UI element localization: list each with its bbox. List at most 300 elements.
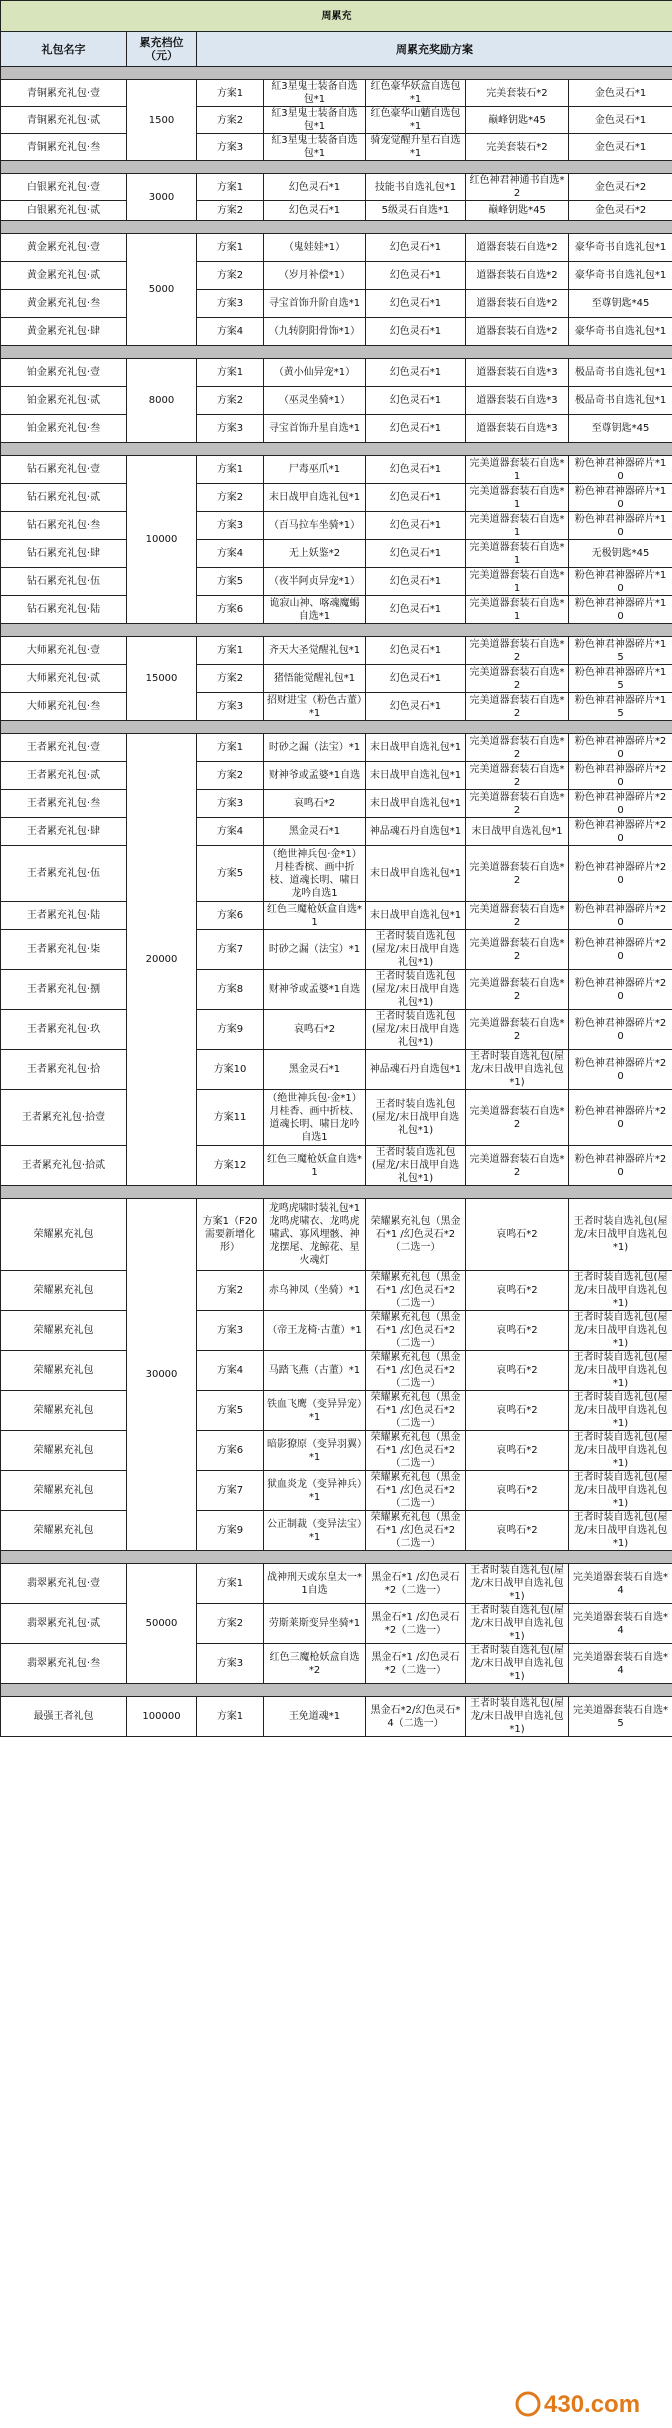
reward-item-cell: （巫灵坐骑*1） [264, 387, 366, 415]
reward-item-cell: 黑金石*1 /幻色灵石 *2（二选一） [366, 1644, 466, 1684]
table-row [1, 693, 672, 721]
reward-item-cell: 王者时装自选礼包(屋龙/末日战甲自选礼包*1) [366, 1010, 466, 1050]
table-row [1, 1391, 672, 1431]
reward-item-cell: 幻色灵石*1 [366, 596, 466, 624]
reward-item-cell: 哀鸣石*2 [466, 1271, 569, 1311]
reward-item-cell: 完美道器套装石自选*2 [466, 762, 569, 790]
tier-separator [1, 721, 672, 734]
plan-cell: 方案2 [197, 1604, 264, 1644]
threshold-cell: 100000 [127, 1697, 197, 1737]
gift-name-cell: 大师累充礼包·壹 [1, 637, 127, 665]
reward-item-cell: 金色灵石*2 [569, 201, 672, 221]
reward-item-cell: 王者时装自选礼包(屋龙/末日战甲自选礼包*1) [466, 1644, 569, 1684]
reward-item-cell: 粉色神君神器碎片*20 [569, 734, 672, 762]
reward-item-cell: 暗影獠原（变异羽翼）*1 [264, 1431, 366, 1471]
separator-cell [1, 1684, 672, 1697]
plan-cell: 方案2 [197, 1271, 264, 1311]
table-row [1, 1604, 672, 1644]
reward-item-cell: 王者时装自选礼包(屋龙/末日战甲自选礼包*1) [466, 1697, 569, 1737]
reward-item-cell: 完美道器套装石自选*2 [466, 790, 569, 818]
table-row [1, 1564, 672, 1604]
reward-item-cell: 巅峰钥匙*45 [466, 107, 569, 134]
reward-item-cell: 王者时装自选礼包(屋龙/末日战甲自选礼包*1) [569, 1351, 672, 1391]
reward-item-cell: 黑金石*1 /幻色灵石 *2（二选一） [366, 1564, 466, 1604]
reward-item-cell: 完美道器套装石自选*2 [466, 637, 569, 665]
plan-cell: 方案7 [197, 930, 264, 970]
reward-item-cell: 完美道器套装石自选*2 [466, 1146, 569, 1186]
gift-name-cell: 荣耀累充礼包 [1, 1511, 127, 1551]
reward-item-cell: 诡寂山神、喀魂魔蝎自选*1 [264, 596, 366, 624]
reward-item-cell: （九转阴阳骨饰*1） [264, 318, 366, 346]
plan-cell: 方案2 [197, 762, 264, 790]
reward-item-cell: 王者时装自选礼包(屋龙/末日战甲自选礼包*1) [366, 930, 466, 970]
gift-name-cell: 铂金累充礼包·壹 [1, 359, 127, 387]
reward-item-cell: 完美道器套装石自选*2 [466, 970, 569, 1010]
reward-item-cell: 哀鸣石*2 [466, 1199, 569, 1271]
plan-cell: 方案3 [197, 290, 264, 318]
reward-item-cell: （绝世神兵包·金*1）月桂香、画中折枝、道魂长明、啸日龙吟自选1 [264, 1090, 366, 1146]
table-row [1, 387, 672, 415]
gift-name-cell: 荣耀累充礼包 [1, 1351, 127, 1391]
reward-item-cell: 粉色神君神器碎片*20 [569, 1090, 672, 1146]
reward-item-cell: 粉色神君神器碎片*20 [569, 846, 672, 902]
reward-item-cell: 红色豪华妖盒自选包*1 [366, 80, 466, 107]
watermark-text: 430.com [544, 2391, 641, 2418]
gift-name-cell: 钻石累充礼包·叁 [1, 512, 127, 540]
reward-item-cell: 荣耀累充礼包（黑金石*1 /幻色灵石*2（二选一） [366, 1511, 466, 1551]
reward-item-cell: 财神爷或孟婆*1自选 [264, 762, 366, 790]
reward-item-cell: 幻色灵石*1 [366, 359, 466, 387]
gift-name-cell: 王者累充礼包·拾贰 [1, 1146, 127, 1186]
reward-item-cell: 王者时装自选礼包(屋龙/末日战甲自选礼包*1) [569, 1511, 672, 1551]
table-row [1, 1146, 672, 1186]
separator-cell [1, 221, 672, 234]
gift-name-cell: 黄金累充礼包·壹 [1, 234, 127, 262]
reward-item-cell: 末日战甲自选礼包*1 [366, 762, 466, 790]
reward-item-cell: （黄小仙异宠*1） [264, 359, 366, 387]
reward-item-cell: 王者时装自选礼包(屋龙/末日战甲自选礼包*1) [466, 1050, 569, 1090]
gift-name-cell: 王者累充礼包·陆 [1, 902, 127, 930]
reward-item-cell: 招财进宝（粉色古董）*1 [264, 693, 366, 721]
table-row [1, 1644, 672, 1684]
reward-item-cell: 至尊钥匙*45 [569, 290, 672, 318]
reward-item-cell: 红色三魔枪妖盒自选*1 [264, 1146, 366, 1186]
reward-item-cell: 哀鸣石*2 [466, 1351, 569, 1391]
reward-item-cell: 粉色神君神器碎片*10 [569, 512, 672, 540]
table-row [1, 568, 672, 596]
reward-item-cell: 极品奇书自选礼包*1 [569, 359, 672, 387]
plan-cell: 方案6 [197, 1431, 264, 1471]
tier-separator [1, 346, 672, 359]
reward-item-cell: （绝世神兵包·金*1）月桂香槟、画中折枝、道魂长明、啸日龙吟自选1 [264, 846, 366, 902]
reward-item-cell: 骑宠觉醒升星石自选*1 [366, 134, 466, 161]
plan-cell: 方案2 [197, 262, 264, 290]
reward-item-cell: 末日战甲自选礼包*1 [366, 902, 466, 930]
plan-cell: 方案4 [197, 1351, 264, 1391]
reward-item-cell: 时砂之漏（法宝）*1 [264, 930, 366, 970]
header-gift-name: 礼包名字 [1, 32, 127, 67]
table-row [1, 540, 672, 568]
table-row [1, 665, 672, 693]
plan-cell: 方案4 [197, 540, 264, 568]
reward-item-cell: 幻色灵石*1 [366, 693, 466, 721]
table-row [1, 1090, 672, 1146]
gift-name-cell: 王者累充礼包·玖 [1, 1010, 127, 1050]
reward-item-cell: 赤乌神凤（坐骑）*1 [264, 1271, 366, 1311]
reward-item-cell: 粉色神君神器碎片*20 [569, 1010, 672, 1050]
reward-item-cell: 幻色灵石*1 [366, 262, 466, 290]
reward-item-cell: 幻色灵石*1 [366, 568, 466, 596]
reward-item-cell: 狱血炎龙（变异神兵）*1 [264, 1471, 366, 1511]
reward-item-cell: 道器套装石自选*3 [466, 387, 569, 415]
reward-item-cell: 幻色灵石*1 [366, 540, 466, 568]
threshold-cell: 5000 [127, 234, 197, 346]
reward-item-cell: 完美道器套装石自选*1 [466, 456, 569, 484]
table-row [1, 1199, 672, 1271]
reward-item-cell: 荣耀累充礼包（黑金石*1 /幻色灵石*2（二选一） [366, 1311, 466, 1351]
reward-item-cell: 完美道器套装石自选*2 [466, 665, 569, 693]
plan-cell: 方案3 [197, 512, 264, 540]
plan-cell: 方案9 [197, 1010, 264, 1050]
plan-cell: 方案2 [197, 665, 264, 693]
reward-item-cell: （夜半阿贞异宠*1） [264, 568, 366, 596]
table-row [1, 134, 672, 161]
reward-item-cell: 齐天大圣觉醒礼包*1 [264, 637, 366, 665]
reward-item-cell: 荣耀累充礼包（黑金石*1 /幻色灵石*2（二选一） [366, 1471, 466, 1511]
reward-item-cell: 幻色灵石*1 [366, 290, 466, 318]
reward-item-cell: 神品魂石丹自选包*1 [366, 818, 466, 846]
site-logo-watermark [514, 2382, 664, 2422]
threshold-cell: 20000 [127, 734, 197, 1186]
reward-item-cell: 王者时装自选礼包(屋龙/末日战甲自选礼包*1) [569, 1311, 672, 1351]
reward-item-cell: 无上妖鉴*2 [264, 540, 366, 568]
reward-item-cell: 粉色神君神器碎片*15 [569, 693, 672, 721]
reward-item-cell: 无极钥匙*45 [569, 540, 672, 568]
reward-item-cell: 粉色神君神器碎片*20 [569, 902, 672, 930]
reward-item-cell: 幻色灵石*1 [264, 174, 366, 201]
plan-cell: 方案3 [197, 693, 264, 721]
reward-item-cell: 道器套装石自选*2 [466, 318, 569, 346]
threshold-cell: 15000 [127, 637, 197, 721]
plan-cell: 方案2 [197, 201, 264, 221]
table-row [1, 818, 672, 846]
reward-item-cell: 完美道器套装石自选*1 [466, 512, 569, 540]
table-row [1, 1471, 672, 1511]
plan-cell: 方案2 [197, 107, 264, 134]
gift-name-cell: 王者累充礼包·壹 [1, 734, 127, 762]
reward-item-cell: 幻色灵石*1 [366, 637, 466, 665]
table-row [1, 970, 672, 1010]
plan-cell: 方案1（F20需要新增化形） [197, 1199, 264, 1271]
reward-item-cell: 完美道器套装石自选*2 [466, 1010, 569, 1050]
reward-item-cell: 道器套装石自选*2 [466, 290, 569, 318]
threshold-cell: 8000 [127, 359, 197, 443]
reward-item-cell: 荣耀累充礼包（黑金石*1 /幻色灵石*2（二选一） [366, 1351, 466, 1391]
reward-item-cell: 铁血飞鹰（变异异宠）*1 [264, 1391, 366, 1431]
plan-cell: 方案1 [197, 174, 264, 201]
plan-cell: 方案5 [197, 846, 264, 902]
reward-item-cell: （百马拉车坐骑*1） [264, 512, 366, 540]
tier-separator [1, 624, 672, 637]
reward-item-cell: 完美套装石*2 [466, 80, 569, 107]
reward-item-cell: 完美道器套装石自选*2 [466, 902, 569, 930]
reward-item-cell: 王者时装自选礼包(屋龙/末日战甲自选礼包*1) [366, 1146, 466, 1186]
gift-name-cell: 王者累充礼包·肆 [1, 818, 127, 846]
reward-item-cell: 哀鸣石*2 [466, 1511, 569, 1551]
plan-cell: 方案3 [197, 134, 264, 161]
plan-cell: 方案4 [197, 318, 264, 346]
reward-item-cell: 完美道器套装石自选*2 [466, 930, 569, 970]
table-row [1, 456, 672, 484]
reward-item-cell: 公正制裁（变异法宝）*1 [264, 1511, 366, 1551]
reward-item-cell: 时砂之漏（法宝）*1 [264, 734, 366, 762]
reward-item-cell: 黑金石*1 /幻色灵石 *2（二选一） [366, 1604, 466, 1644]
table-row [1, 512, 672, 540]
header-threshold: 累充档位（元） [127, 32, 197, 67]
table-row [1, 262, 672, 290]
reward-item-cell: 金色灵石*1 [569, 107, 672, 134]
gift-name-cell: 青铜累充礼包·叁 [1, 134, 127, 161]
reward-item-cell: 哀鸣石*2 [264, 790, 366, 818]
separator-cell [1, 346, 672, 359]
reward-item-cell: 哀鸣石*2 [466, 1311, 569, 1351]
table-row [1, 234, 672, 262]
table-row [1, 1311, 672, 1351]
reward-item-cell: 完美道器套装石自选*1 [466, 568, 569, 596]
reward-item-cell: 粉色神君神器碎片*10 [569, 484, 672, 512]
reward-item-cell: 粉色神君神器碎片*20 [569, 1146, 672, 1186]
reward-item-cell: 荣耀累充礼包（黑金石*1 /幻色灵石*2（二选一） [366, 1431, 466, 1471]
reward-item-cell: 王者时装自选礼包(屋龙/末日战甲自选礼包*1) [569, 1199, 672, 1271]
reward-item-cell: （帝王龙椅·古董）*1 [264, 1311, 366, 1351]
reward-item-cell: 完美道器套装石自选*2 [466, 846, 569, 902]
reward-item-cell: 紅3星鬼士装备自选包*1 [264, 134, 366, 161]
reward-item-cell: 金色灵石*2 [569, 174, 672, 201]
threshold-cell: 30000 [127, 1199, 197, 1551]
table-row [1, 415, 672, 443]
gift-name-cell: 钻石累充礼包·伍 [1, 568, 127, 596]
reward-item-cell: 至尊钥匙*45 [569, 415, 672, 443]
gift-name-cell: 王者累充礼包·叁 [1, 790, 127, 818]
reward-item-cell: 豪华奇书自选礼包*1 [569, 234, 672, 262]
table-row [1, 1050, 672, 1090]
gift-name-cell: 王者累充礼包·贰 [1, 762, 127, 790]
separator-cell [1, 161, 672, 174]
reward-item-cell: 粉色神君神器碎片*10 [569, 456, 672, 484]
gift-name-cell: 钻石累充礼包·贰 [1, 484, 127, 512]
reward-item-cell: 完美道器套装石自选*2 [466, 693, 569, 721]
reward-item-cell: 粉色神君神器碎片*20 [569, 930, 672, 970]
gift-name-cell: 荣耀累充礼包 [1, 1199, 127, 1271]
plan-cell: 方案1 [197, 734, 264, 762]
reward-item-cell: 5级灵石自选*1 [366, 201, 466, 221]
reward-item-cell: 战神刑天或东皇太一*1自选 [264, 1564, 366, 1604]
gift-name-cell: 青铜累充礼包·壹 [1, 80, 127, 107]
plan-cell: 方案1 [197, 234, 264, 262]
reward-item-cell: 王者时装自选礼包(屋龙/末日战甲自选礼包*1) [569, 1391, 672, 1431]
reward-item-cell: 紅3星鬼士装备自选包*1 [264, 80, 366, 107]
tier-separator [1, 443, 672, 456]
reward-item-cell: 完美道器套装石自选*4 [569, 1564, 672, 1604]
reward-item-cell: 猪悟能觉醒礼包*1 [264, 665, 366, 693]
table-row [1, 1271, 672, 1311]
reward-item-cell: 王者时装自选礼包(屋龙/末日战甲自选礼包*1) [569, 1431, 672, 1471]
gift-name-cell: 最强王者礼包 [1, 1697, 127, 1737]
reward-item-cell: 完美道器套装石自选*5 [569, 1697, 672, 1737]
reward-item-cell: 末日战甲自选礼包*1 [366, 790, 466, 818]
threshold-cell: 3000 [127, 174, 197, 221]
table-row [1, 318, 672, 346]
reward-item-cell: 财神爷或孟婆*1自选 [264, 970, 366, 1010]
plan-cell: 方案1 [197, 1697, 264, 1737]
plan-cell: 方案3 [197, 1644, 264, 1684]
reward-item-cell: 金色灵石*1 [569, 80, 672, 107]
reward-item-cell: 幻色灵石*1 [366, 318, 466, 346]
reward-item-cell: 王者时装自选礼包(屋龙/末日战甲自选礼包*1) [366, 970, 466, 1010]
reward-item-cell: 粉色神君神器碎片*20 [569, 818, 672, 846]
table-title: 周累充 [1, 1, 672, 32]
gift-name-cell: 青铜累充礼包·贰 [1, 107, 127, 134]
reward-item-cell: 红色三魔枪妖盒自选*1 [264, 902, 366, 930]
threshold-cell: 1500 [127, 80, 197, 161]
reward-item-cell: 幻色灵石*1 [366, 415, 466, 443]
reward-item-cell: 王者时装自选礼包(屋龙/末日战甲自选礼包*1) [466, 1604, 569, 1644]
plan-cell: 方案5 [197, 1391, 264, 1431]
gift-name-cell: 翡翠累充礼包·壹 [1, 1564, 127, 1604]
table-row [1, 484, 672, 512]
reward-item-cell: 末日战甲自选礼包*1 [366, 846, 466, 902]
reward-item-cell: 尸毒巫爪*1 [264, 456, 366, 484]
reward-item-cell: 王者时装自选礼包(屋龙/末日战甲自选礼包*1) [466, 1564, 569, 1604]
table-row [1, 290, 672, 318]
plan-cell: 方案11 [197, 1090, 264, 1146]
separator-cell [1, 721, 672, 734]
table-row [1, 174, 672, 201]
table-row [1, 1351, 672, 1391]
plan-cell: 方案7 [197, 1471, 264, 1511]
reward-item-cell: 紅3星鬼士装备自选包*1 [264, 107, 366, 134]
gift-name-cell: 铂金累充礼包·贰 [1, 387, 127, 415]
reward-item-cell: 红色三魔枪妖盒自选 *2 [264, 1644, 366, 1684]
reward-item-cell: 荣耀累充礼包（黑金石*1 /幻色灵石*2（二选一） [366, 1271, 466, 1311]
reward-item-cell: 哀鸣石*2 [466, 1391, 569, 1431]
reward-item-cell: 幻色灵石*1 [366, 456, 466, 484]
plan-cell: 方案3 [197, 1311, 264, 1351]
reward-item-cell: 王者时装自选礼包(屋龙/末日战甲自选礼包*1) [569, 1471, 672, 1511]
separator-cell [1, 1551, 672, 1564]
reward-item-cell: 粉色神君神器碎片*15 [569, 637, 672, 665]
table-row [1, 790, 672, 818]
tier-separator [1, 1551, 672, 1564]
reward-item-cell: 粉色神君神器碎片*20 [569, 970, 672, 1010]
tier-separator [1, 1684, 672, 1697]
reward-item-cell: 粉色神君神器碎片*20 [569, 762, 672, 790]
reward-item-cell: 道器套装石自选*2 [466, 262, 569, 290]
plan-cell: 方案1 [197, 1564, 264, 1604]
reward-item-cell: 粉色神君神器碎片*10 [569, 568, 672, 596]
reward-item-cell: 完美道器套装石自选*1 [466, 484, 569, 512]
threshold-cell: 10000 [127, 456, 197, 624]
gift-name-cell: 钻石累充礼包·肆 [1, 540, 127, 568]
reward-item-cell: 王免道魂*1 [264, 1697, 366, 1737]
reward-item-cell: 巅峰钥匙*45 [466, 201, 569, 221]
threshold-cell: 50000 [127, 1564, 197, 1684]
header-plan-group: 周累充奖励方案 [197, 32, 672, 67]
gift-name-cell: 大师累充礼包·叁 [1, 693, 127, 721]
reward-item-cell: 极品奇书自选礼包*1 [569, 387, 672, 415]
reward-item-cell: 粉色神君神器碎片*10 [569, 596, 672, 624]
reward-item-cell: 幻色灵石*1 [366, 387, 466, 415]
reward-item-cell: 幻色灵石*1 [366, 484, 466, 512]
reward-item-cell: 荣耀累充礼包（黑金石*1 /幻色灵石*2（二选一） [366, 1199, 466, 1271]
reward-item-cell: 粉色神君神器碎片*20 [569, 790, 672, 818]
reward-item-cell: 末日战甲自选礼包*1 [366, 734, 466, 762]
reward-item-cell: 荣耀累充礼包（黑金石*1 /幻色灵石*2（二选一） [366, 1391, 466, 1431]
plan-cell: 方案9 [197, 1511, 264, 1551]
reward-item-cell: 王者时装自选礼包(屋龙/末日战甲自选礼包*1) [366, 1090, 466, 1146]
tier-separator [1, 67, 672, 80]
reward-item-cell: 道器套装石自选*3 [466, 359, 569, 387]
table-row [1, 846, 672, 902]
reward-item-cell: 道器套装石自选*3 [466, 415, 569, 443]
reward-item-cell: 红色豪华山魈自选包*1 [366, 107, 466, 134]
reward-item-cell: 幻色灵石*1 [366, 665, 466, 693]
plan-cell: 方案4 [197, 818, 264, 846]
table-row [1, 762, 672, 790]
reward-item-cell: 哀鸣石*2 [264, 1010, 366, 1050]
table-row [1, 734, 672, 762]
table-row [1, 596, 672, 624]
reward-item-cell: 马踏飞燕（古董）*1 [264, 1351, 366, 1391]
reward-item-cell: 幻色灵石*1 [366, 512, 466, 540]
reward-item-cell: 金色灵石*1 [569, 134, 672, 161]
gift-name-cell: 黄金累充礼包·肆 [1, 318, 127, 346]
gift-name-cell: 白银累充礼包·贰 [1, 201, 127, 221]
plan-cell: 方案2 [197, 387, 264, 415]
reward-item-cell: 黑金灵石*1 [264, 1050, 366, 1090]
separator-cell [1, 443, 672, 456]
table-row [1, 107, 672, 134]
gift-name-cell: 白银累充礼包·壹 [1, 174, 127, 201]
reward-item-cell: 红色神君神通书自选*2 [466, 174, 569, 201]
reward-item-cell: 豪华奇书自选礼包*1 [569, 318, 672, 346]
gift-name-cell: 黄金累充礼包·叁 [1, 290, 127, 318]
reward-item-cell: 完美道器套装石自选*2 [466, 734, 569, 762]
plan-cell: 方案6 [197, 902, 264, 930]
reward-item-cell: 哀鸣石*2 [466, 1471, 569, 1511]
reward-item-cell: （岁月补偿*1） [264, 262, 366, 290]
reward-item-cell: 王者时装自选礼包(屋龙/末日战甲自选礼包*1) [569, 1271, 672, 1311]
reward-item-cell: 幻色灵石*1 [366, 234, 466, 262]
tier-separator [1, 161, 672, 174]
reward-item-cell: 黑金灵石*1 [264, 818, 366, 846]
plan-cell: 方案2 [197, 484, 264, 512]
plan-cell: 方案3 [197, 790, 264, 818]
reward-item-cell: 完美道器套装石自选*4 [569, 1604, 672, 1644]
reward-item-cell: 末日战甲自选礼包*1 [264, 484, 366, 512]
table-row [1, 902, 672, 930]
plan-cell: 方案1 [197, 80, 264, 107]
gift-name-cell: 翡翠累充礼包·叁 [1, 1644, 127, 1684]
header-row [1, 32, 672, 67]
reward-item-cell: （鬼娃娃*1） [264, 234, 366, 262]
plan-cell: 方案3 [197, 415, 264, 443]
gift-name-cell: 荣耀累充礼包 [1, 1311, 127, 1351]
table-row [1, 359, 672, 387]
gift-name-cell: 王者累充礼包·拾 [1, 1050, 127, 1090]
reward-item-cell: 完美套装石*2 [466, 134, 569, 161]
gift-name-cell: 荣耀累充礼包 [1, 1391, 127, 1431]
